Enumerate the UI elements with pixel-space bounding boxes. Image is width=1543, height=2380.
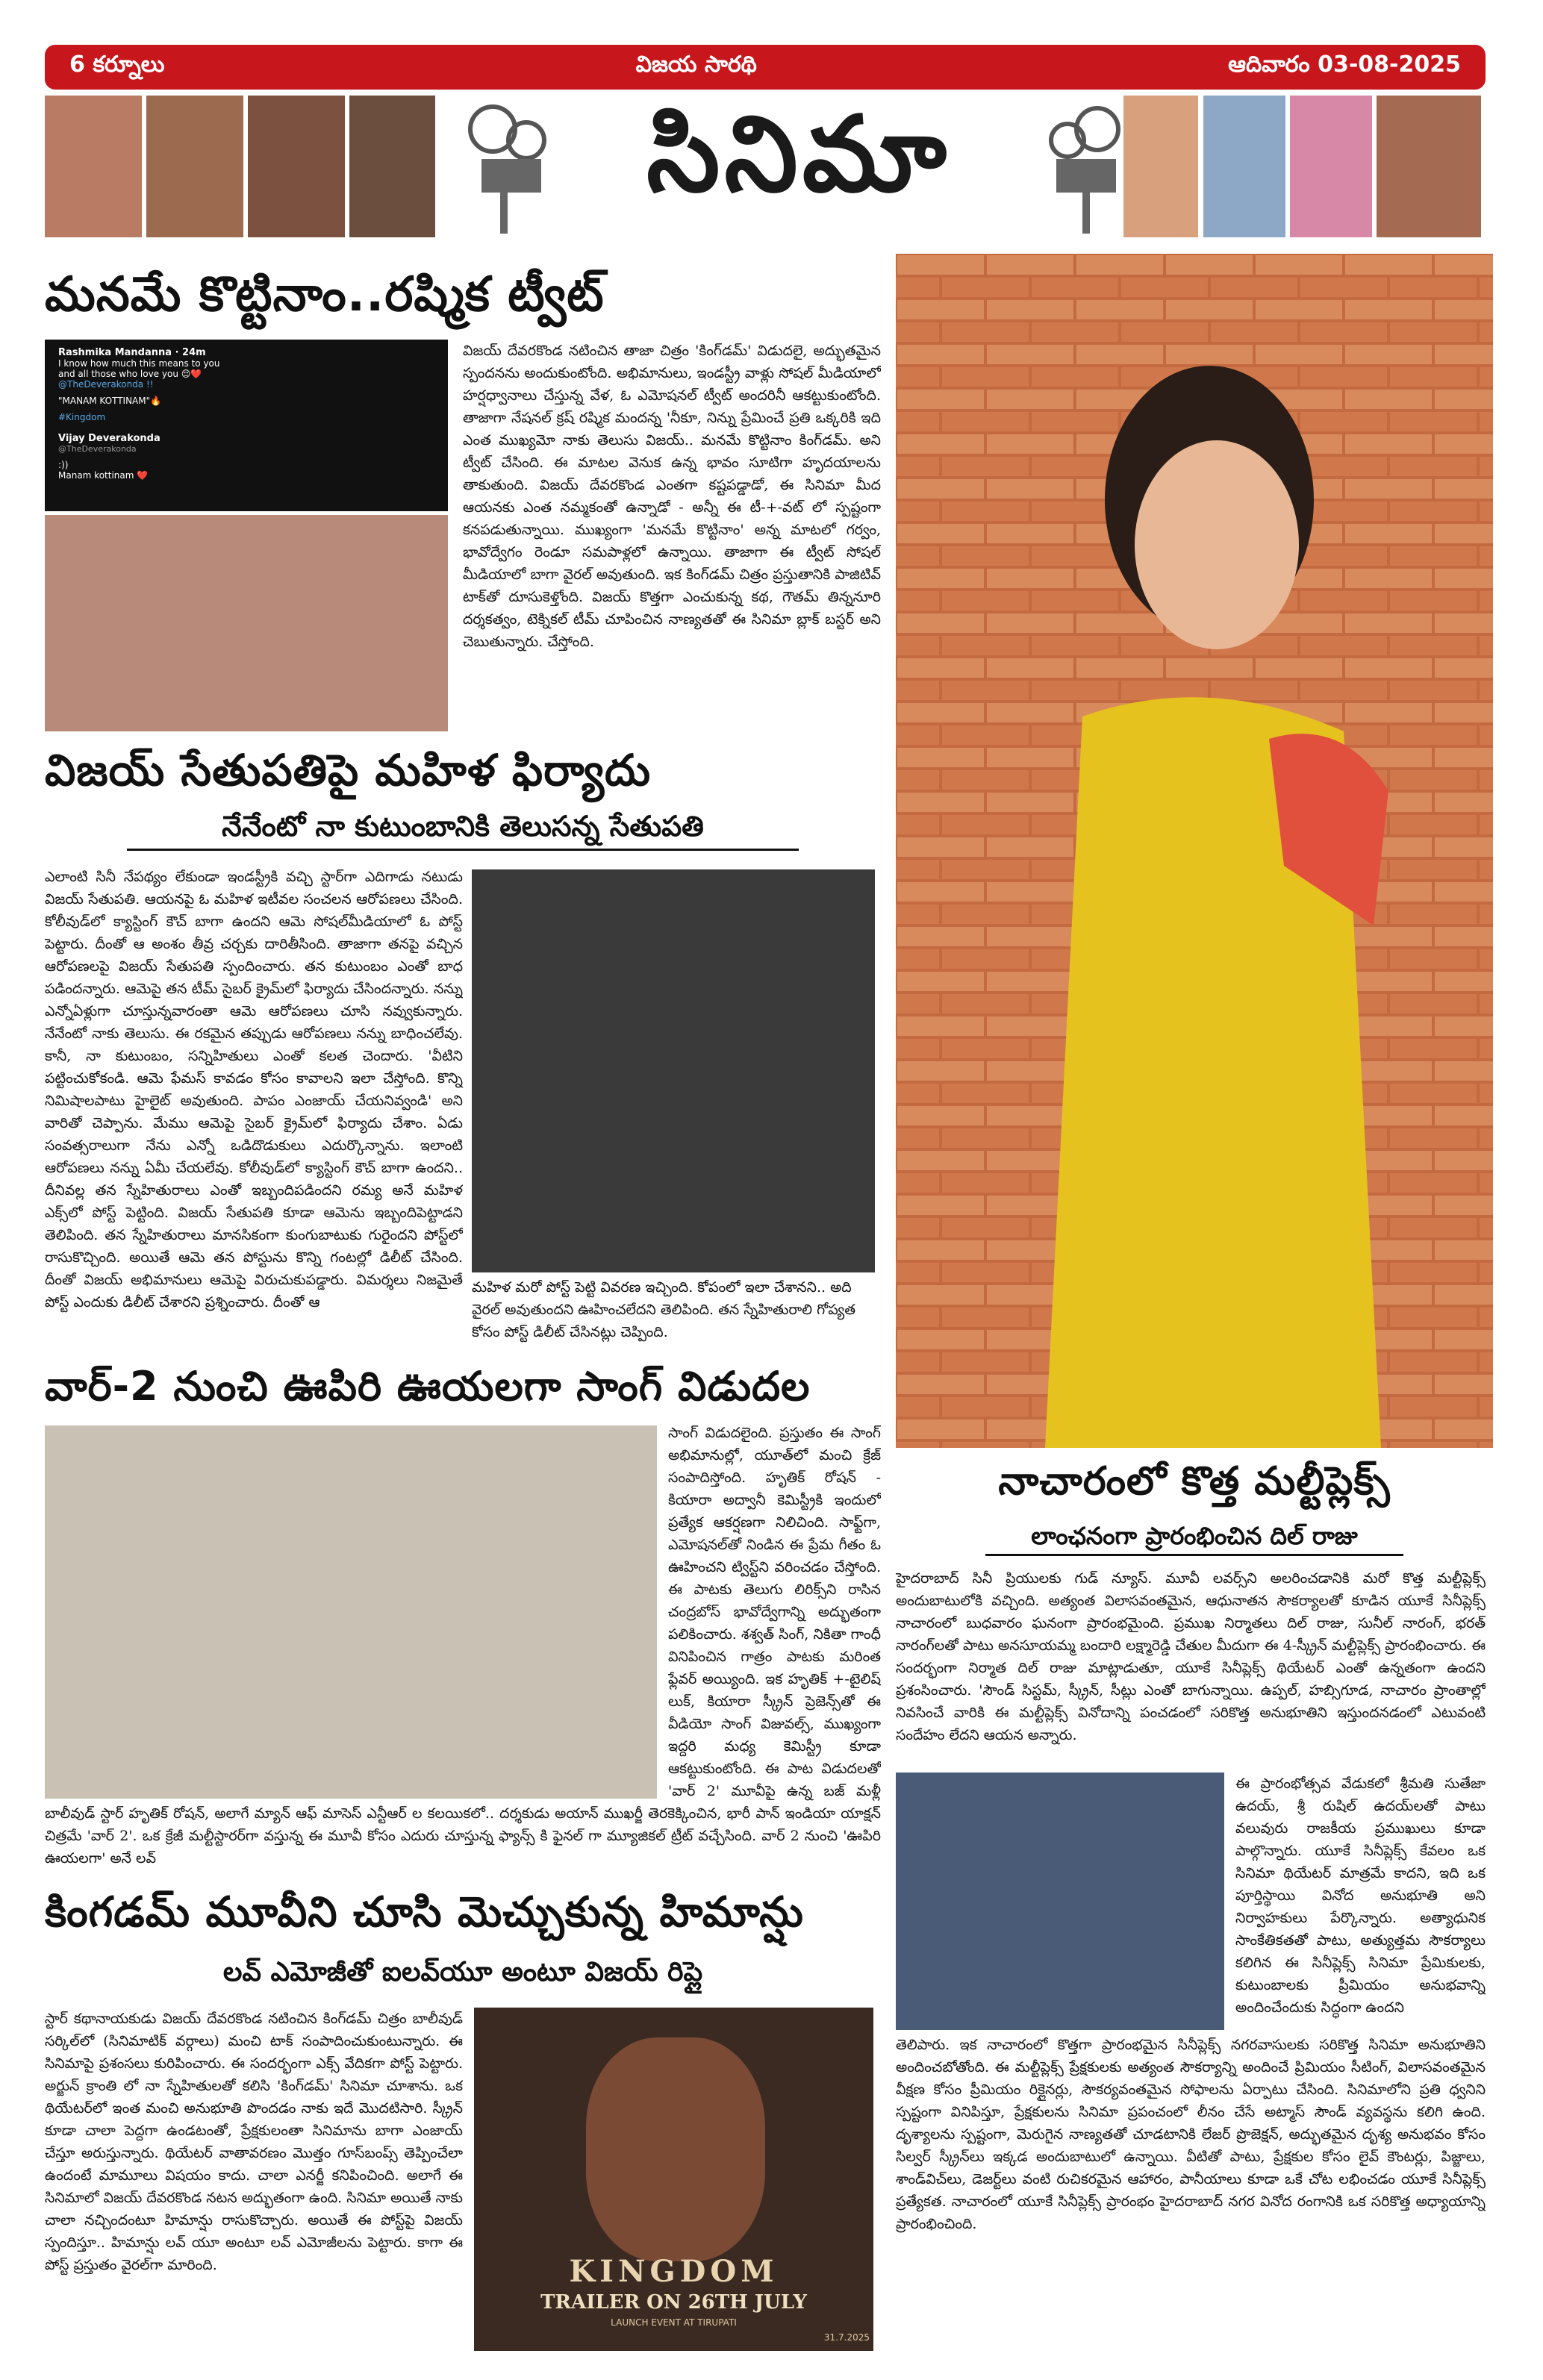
story1-headline: మనమే కొట్టినాం..రష్మిక ట్వీట్ [45, 267, 605, 322]
paper-name: విజయ సారథి [635, 51, 757, 78]
section-title: సినిమా [646, 93, 951, 216]
story5-body-bottom: తెలిపారు. ఇక నాచారంలో కొత్తగా ప్రారంభమైన సినీప్లెక్స్ నగరవాసులకు సరికొత్త సినిమా అనుభూతిని అందించబోతోంది. ఈ మల్టీప్లెక్స్ ప్రేక్షకులకు అత్యంత సౌకర్యాన్ని అందించే ప్రిమియం సీటింగ్, విలాసవంతమైన వీక్షణ కోసం ప్రీమియం రిక్లైనర్లు, సౌకర్యవంతమైన సోఫాలను ఏర్పాటు చేసింది. సినిమాలోని ప్రతి ధ్వనిని స్పష్టంగా వినిపిస్తూ, ప్రేక్షకులను సినిమా ప్రపంచంలో లీనం చేసే అట్మాస్ సౌండ్ వ్యవస్థను కలిగి ఉంది. దృశ్యాలను స్పష్టంగా, మెరుగైన నాణ్యతతో చూడటానికి లేజర్ ప్రొజెక్షన్, అద్భుతమైన దృశ్య అనుభవం కోసం సిల్వర్ స్క్రీన్‌లు ఇక్కడ అందుబాటులో ఉన్నాయి. వీటితో పాటు, ప్రేక్షకుల కోసం లైవ్ కౌంటర్లు, పిజ్జాలు, శాండ్‌విచ్‌లు, డెజర్ట్‌లు వంటి రుచికరమైన ఆహారం, పానీయాలు కూడా ఒకే చోట లభించడం యూకే సినీప్లెక్స్ ప్రత్యేకత. నాచారంలో యూకే సినీప్లెక్స్ ప్రారంభం హైదరాబాద్ నగర వినోద రంగానికి ఒక సరికొత్త అధ్యాయాన్ని ప్రారంభించింది. [896, 2037, 1486, 2232]
tweet-author: Rashmika Mandanna [58, 347, 172, 358]
celebrity-photo [1123, 96, 1198, 237]
tweet-mention: @TheDeverakonda !! [58, 379, 154, 390]
story1-body: విజయ్ దేవరకొండ నటించిన తాజా చిత్రం 'కింగ్‌డమ్' విడుదలై, అద్భుతమైన స్పందనను అందుకుంటోంది. అభిమానులు, ఇండస్ట్రీ వాళ్లు సోషల్ మీడియాలో హర్షధ్వానాలు చేస్తున్న వేళ, ఓ ఎమోషనల్ ట్వీట్ అందరినీ ఆకట్టుకుంటోంది. తాజాగా నేషనల్ క్రష్ రష్మిక మందన్న 'నీకూ, నిన్ను ప్రేమించే ప్రతి ఒక్కరికి ఇది ఎంత ముఖ్యమో నాకు తెలుసు విజయ్.. మనమే కొట్టినాం కింగ్‌డమ్. అని ట్వీట్ చేసింది. ఈ మాటల వెనుక ఉన్న భావం సూటిగా హృదయాలను తాకుతుంది. విజయ్ దేవరకొండ ఎంతగా కష్టపడ్డాడో, ఈ సినిమా మీద ఆయనకు ఎంత నమ్మకంతో ఉన్నాడో - అన్నీ ఈ టీ-+-వట్ లో స్పష్టంగా కనపడుతున్నాయి. ముఖ్యంగా 'మనమే కొట్టినాం' అన్న మాటలో గర్వం, భావోద్వేగం రెండూ సమపాళ్లలో ఉన్నాయి. తాజాగా ఈ ట్వీట్ సోషల్ మీడియాలో బాగా వైరల్ అవుతుంది. ఇక కింగ్‌డమ్ చిత్రం ప్రస్తుతానికి పాజిటివ్ టాక్‌తో దూసుకెళ్తోంది. విజయ్ కొత్తగా ఎంచుకున్న కథ, గౌతమ్ తిన్ననూరి దర్శకత్వం, టెక్నికల్ టీమ్ చూపించిన నాణ్యతతో ఈ సినిమా బ్లాక్ బస్టర్ అని చెబుతున్నారు. చేస్తోంది. [463, 343, 881, 650]
story2-caption: మహిళ మరో పోస్ట్ పెట్టి వివరణ ఇచ్చింది. కోపంలో ఇలా చేశానని.. అది వైరల్ అవుతుందని ఊహించలేదని తెలిపింది. తన స్నేహితురాలి గోప్యత కోసం పోస్ట్ డిలీట్ చేసినట్లు చెప్పింది. [472, 1279, 856, 1340]
poster-title: KINGDOM [569, 2254, 779, 2289]
reply-handle: @TheDeverakonda [58, 444, 137, 454]
celebrity-photo [248, 96, 345, 237]
story3-body: బాలీవుడ్ స్టార్ హృతిక్ రోషన్, అలాగే మ్యాన్ ఆఫ్ మాసెస్ ఎన్టీఆర్ ల కలయికలో.. దర్శకుడు అయాన్ ముఖర్జీ తెరకెక్కించిన, భారీ పాన్ ఇండియా యాక్షన్ చిత్రమే 'వార్ 2'. ఒక క్రేజీ మల్టీస్టారర్‌గా వస్తున్న ఈ మూవీ కోసం ఎదురు చూస్తున్న ఫ్యాన్స్ కి ఫైనల్ గా మ్యూజికల్ ట్రీట్ వచ్చేసింది. వార్ 2 నుంచి 'ఊపిరి ఊయలగా' అనే లవ్ [45, 1805, 881, 1867]
story5-body-top: హైదరాబాద్ సినీ ప్రియులకు గుడ్ న్యూస్. మూవీ లవర్స్‌ని అలరించడానికి మరో కొత్త మల్టీప్లెక్స్ అందుబాటులోకి వచ్చింది. అత్యంత విలాసవంతమైన, ఆధునాతన సౌకర్యాలతో కూడిన యూకే సినీప్లెక్స్ నాచారంలో బుధవారం ఘనంగా ప్రారంభమైంది. ప్రముఖ నిర్మాతలు దిల్ రాజు, సునీల్ నారంగ్, భరత్ నారంగ్‌లతో పాటు అనసూయమ్మ బందారి లక్ష్మారెడ్డి చేతుల మీదుగా ఈ 4-స్క్రీన్ మల్టీప్లెక్స్ ప్రారంభించారు. ఈ సందర్భంగా నిర్మాత దిల్ రాజు మాట్లాడుతూ, యూకే సినీప్లెక్స్ థియేటర్ ఎంతో ఉన్నతంగా ఉందని ప్రశంసించారు. 'సౌండ్ సిస్టమ్, స్క్రీన్, సీట్లు ఎంతో బాగున్నాయి. ఉప్పల్, హబ్సిగూడ, నాచారం ప్రాంతాల్లో నివసించే వారికి ఈ మల్టీప్లెక్స్ వినోదాన్ని పంచడంలో సరికొత్త అనుభూతిని ఇస్తుందనడంలో ఎటువంటి సందేహం లేదని ఆయన అన్నారు. [896, 1570, 1486, 1743]
actress-photo [896, 254, 1493, 1448]
celebrity-photo [1290, 96, 1372, 237]
celebrity-photo [146, 96, 243, 237]
tweet-hashtag: #Kingdom [58, 412, 106, 422]
reply-text: :)) [58, 460, 69, 470]
poster-date: 31.7.2025 [823, 2332, 870, 2343]
celebrity-photo [1203, 96, 1285, 237]
story2-body: ఎలాంటి సినీ నేపథ్యం లేకుండా ఇండస్ట్రీకి వచ్చి స్టార్‌గా ఎదిగాడు నటుడు విజయ్ సేతుపతి. ఆయనపై ఓ మహిళ ఇటీవల సంచలన ఆరోపణలు చేసింది. కోలీవుడ్‌లో క్యాస్టింగ్ కౌచ్ బాగా ఉందని ఆమె సోషల్‌మీడియాలో ఓ పోస్ట్ పెట్టారు. దీంతో ఆ అంశం తీవ్ర చర్చకు దారితీసింది. తాజాగా తనపై వచ్చిన ఆరోపణలపై విజయ్ సేతుపతి స్పందించారు. తన కుటుంబం ఎంతో బాధ పడిందన్నారు. ఆమెపై తన టీమ్ సైబర్ క్రైమ్‌లో ఫిర్యాదు చేసిందన్నారు. నన్ను ఎన్నోఏళ్లుగా చూస్తున్నవారంతా ఆమె ఆరోపణలు చూసి నవ్వుకున్నారు. నేనేంటో నాకు తెలుసు. ఈ రకమైన తప్పుడు ఆరోపణలు నన్ను బాధించలేవు. కానీ, నా కుటుంబం, సన్నిహితులు ఎంతో కలత చెందారు. 'వీటిని పట్టించుకోకండి. ఆమె ఫేమస్ కావడం కోసం కావాలని ఇలా చేస్తోంది. కొన్ని నిమిషాలపాటు హైలైట్ అవుతుంది. పాపం ఎంజాయ్ చేయనివ్వండి' అని వారితో చెప్పాను. మేము ఆమెపై సైబర్ క్రైమ్‌లో ఫిర్యాదు చేశాం. ఏడు సంవత్సరాలుగా నేను ఎన్నో ఒడిదొడుకులు ఎదుర్కొన్నాను. ఇలాంటి ఆరోపణలు నన్ను ఏమీ చేయలేవు. కోలీవుడ్‌లో క్యాస్టింగ్ కౌచ్ బాగా ఉందని.. దీనివల్ల తన స్నేహితురాలు ఎంతో ఇబ్బందిపడిందని రమ్య అనే మహిళ ఎక్స్‌లో పోస్ట్ పెట్టింది. విజయ్ సేతుపతి కూడా ఆమెను ఇబ్బందిపెట్టాడని తెలిపింది. తన స్నేహితురాలు మానసికంగా కుంగుబాటుకు గురైందని పోస్ట్‌లో రాసుకొచ్చింది. అయితే ఆమె తన పోస్టును కొన్ని గంటల్లో డిలీట్ చేసింది. దీంతో విజయ్ అభిమానులు ఆమెపై విరుచుకుపడ్డారు. విమర్శలు నిజమైతే పోస్ట్ ఎందుకు డిలీట్ చేశారని ప్రశ్నించారు. దీంతో ఆ [45, 869, 463, 1311]
tweet-time: 24m [182, 347, 206, 358]
celebrity-photo [1377, 96, 1481, 237]
film-projector-icon [463, 96, 552, 237]
story2-subhead: నేనేంటో నా కుటుంబానికి తెలుసన్న సేతుపతి [127, 806, 799, 851]
story3-headline: వార్-2 నుంచి ఊపిరి ఊయలగా సాంగ్ విడుదల [45, 1363, 811, 1410]
page-label: 6 కర్నూలు [69, 51, 165, 78]
story4-subhead: లవ్ ఎమోజీతో ఐలవ్‌యూ అంటూ విజయ్ రిప్లై [222, 1957, 703, 1987]
story2-headline: విజయ్ సేతుపతిపై మహిళ ఫిర్యాదు [45, 745, 652, 796]
celebrity-photo [349, 96, 435, 237]
kingdom-poster [474, 2008, 873, 2351]
poster-event: LAUNCH EVENT AT TIRUPATI [611, 2317, 737, 2328]
celebrity-photo [45, 96, 142, 237]
tweet-line: and all those who love you 😌❤️ [58, 369, 202, 379]
poster-face [586, 2037, 765, 2261]
reply-text: Manam kottinam ❤️ [58, 470, 149, 481]
poster-tagline: TRAILER ON 26TH JULY [540, 2291, 807, 2314]
story4-body: స్టార్ కథానాయకుడు విజయ్ దేవరకొండ నటించిన కింగ్‌డమ్ చిత్రం బాలీవుడ్ సర్కిల్‌లో (సినిమాటిక్ వర్గాలు) మంచి టాక్ సంపాదించుకుంటున్నారు. ఈ సినిమాపై ప్రశంసలు కురిపించారు. ఈ సందర్భంగా ఎక్స్ వేదికగా పోస్ట్ పెట్టారు. అర్జున్ క్రాంతి ‌లో నా స్నేహితులతో కలిసి 'కింగ్‌డమ్' సినిమా చూశాను. ఒక థియేటర్‌లో ఇంత మంచి అనుభూతి పొందడం నాకు ఇదే మొదటిసారి. స్క్రీన్ కూడా చాలా పెద్దగా ఉండటంతో, ప్రేక్షకులంతా సినిమాను బాగా ఎంజాయ్ చేస్తూ అరుస్తున్నారు. థియేటర్ వాతావరణం మొత్తం గూస్‌బంప్స్ తెప్పించేలా ఉందంటే మామూలు విషయం కాదు. చాలా ఎనర్జీ కనిపించింది. అలాగే ఈ సినిమాలో విజయ్ దేవరకొండ నటన అద్భుతంగా ఉంది. సినిమా అయితే నాకు చాలా నచ్చిందంటూ హిమాన్షు రాసుకొచ్చారు. అయితే ఈ పోస్ట్‌పై విజయ్ స్పందిస్తూ.. హిమాన్షు లవ్ యూ అంటూ లవ్ ఎమోజీలను పెట్టారు. కాగా ఈ పోస్ట్ ప్రస్తుతం వైరల్‌గా మారింది. [45, 2011, 463, 2273]
story4-headline: కింగడమ్ మూవీని చూసి మెచ్చుకున్న హిమాన్షు [45, 1888, 804, 1937]
story5-headline: నాచారంలో కొత్త మల్టీప్లెక్స్ [998, 1459, 1391, 1504]
film-projector-icon [1045, 96, 1127, 237]
tweet-quote: "MANAM KOTTINAM"🔥 [58, 396, 162, 406]
vijay-sethupathi-photo [472, 869, 875, 1272]
tweet-screenshot: Rashmika Mandanna · 24m I know how much this means to you and all those who love you 😌❤️ @TheDeverakonda !! "MANAM KOTTINAM"🔥 #Kingdom Vijay Deverakonda @TheDeverakonda :)) Manam kottinam ❤️ [45, 340, 448, 511]
story5-subhead: లాంఛనంగా ప్రారంభించిన దిల్ రాజు [985, 1519, 1403, 1556]
reply-author: Vijay Deverakonda [58, 433, 160, 444]
story5-body-side: ఈ ప్రారంభోత్సవ వేడుకలో శ్రీమతి సుతేజా ఉదయ్, శ్రీ రుషిల్ ఉదయ్‌లతో పాటు వలువురు రాజకీయ ప్రముఖులు కూడా పాల్గొన్నారు. యూకే సినీప్లెక్స్ కేవలం ఒక సినిమా థియేటర్ మాత్రమే కాదని, ఇది ఒక పూర్తిస్థాయి వినోద అనుభూతి అని నిర్వాహకులు పేర్కొన్నారు. అత్యాధునిక సాంకేతికతతో పాటు, అత్యుత్తమ సౌకర్యాలు కలిగిన ఈ సినీప్లెక్స్ సినిమా ప్రేమికులకు, కుటుంబాలకు ప్రీమియం అనుభవాన్ని అందించేందుకు సిద్ధంగా ఉందని [1235, 1775, 1486, 2016]
dil-raju-photo [896, 1772, 1224, 2030]
story3-side-text: సాంగ్ విడుదలైంది. ప్రస్తుతం ఈ సాంగ్ అభిమానుల్లో, యూత్‌లో మంచి క్రేజ్ సంపాదిస్తోంది. హృతిక్ రోషన్ - కియారా అద్వానీ కెమిస్ట్రీకి ఇందులో ప్రత్యేక ఆకర్షణగా నిలిచింది. సాఫ్ట్‌గా, ఎమోషనల్‌తో నిండిన ఈ ప్రేమ గీతం ఓ ఊహించని ట్విస్ట్‌ని వరించడం చేస్తోంది. ఈ పాటకు తెలుగు లిరిక్స్‌ని రాసిన చంద్రబోస్ భావోద్వేగాన్ని అద్భుతంగా పలికించారు. శశ్వత్ సింగ్, నికితా గాంధీ వినిపించిన గాత్రం పాటకు మరింత ఫ్లేవర్ అయ్యింది. ఇక హృతిక్ +-టైలిష్ లుక్, కియారా స్క్రీన్ ప్రెజెన్స్‌తో ఈ వీడియో సాంగ్ విజువల్స్, ముఖ్యంగా ఇద్దరి మధ్య కెమిస్ట్రీ కూడా ఆకట్టుకుంటోంది. ఈ పాట విడుదలతో 'వార్ 2' మూవీపై ఉన్న బజ్ మళ్లీ [668, 1425, 881, 1799]
masthead-bar [45, 45, 1486, 90]
tweet-line: I know how much this means to you [58, 358, 220, 369]
rashmika-vijay-photo [45, 515, 448, 731]
issue-date: ఆదివారం 03-08-2025 [1228, 51, 1461, 78]
war2-song-still [45, 1425, 657, 1799]
